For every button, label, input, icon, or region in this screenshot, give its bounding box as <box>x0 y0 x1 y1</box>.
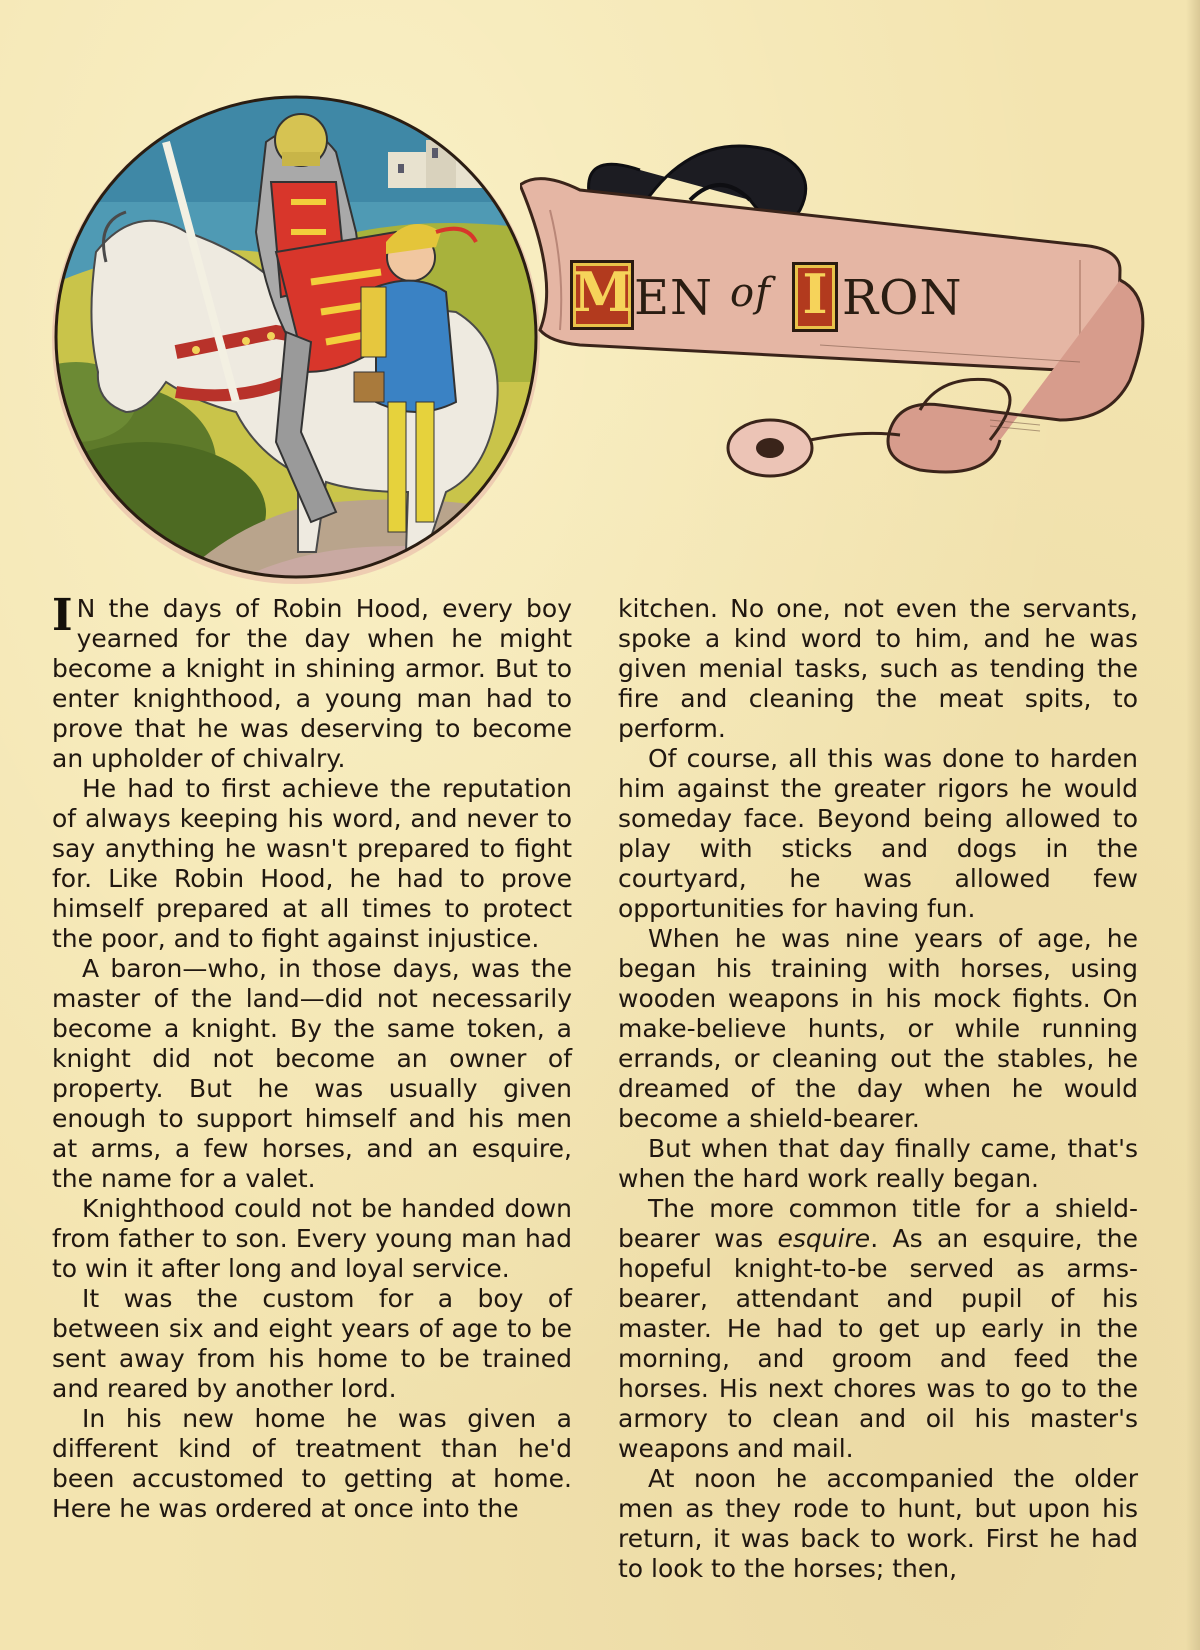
left-paragraph-6: In his new home he was given a different kind of treatment than he'd been accustomed to getting at home. Here he was ordered at once into the <box>52 1404 572 1523</box>
right-paragraph-4: But when that day finally came, that's when the hard work really began. <box>618 1134 1138 1193</box>
left-paragraph-1-text: N the days of Robin Hood, every boy yearned for the day when he might become a knight in shining armor. But to enter knighthood, a young man had to prove that he was deserving to become an upholder of chivalry. <box>52 594 572 773</box>
right-paragraph-3: When he was nine years of age, he began his training with horses, using wooden weapons in his mock fights. On make-believe hunts, or while running errands, or cleaning out the stables, he dreamed of the day when he would become a shield-bearer. <box>618 924 1138 1133</box>
title-scroll-banner <box>520 130 1150 530</box>
left-paragraph-1 <box>52 590 572 774</box>
right-paragraph-5-em: esquire <box>777 1224 871 1253</box>
right-paragraph-5-a: The more common title for a shield-bearer was <box>618 1194 1138 1253</box>
right-paragraph-1: kitchen. No one, not even the servants, spoke a kind word to him, and he was given menial tasks, such as tending the fire and cleaning the meat spits, to perform. <box>618 594 1138 743</box>
initial-capital: I <box>52 590 73 641</box>
right-paragraph-5 <box>618 1194 1138 1464</box>
left-paragraph-4: Knighthood could not be handed down from father to son. Every young man had to win it after long and loyal service. <box>52 1194 572 1283</box>
right-text-column <box>618 594 1138 1584</box>
right-paragraph-2: Of course, all this was done to harden him against the greater rigors he would someday face. Beyond being allowed to play with sticks and dogs in the courtyard, he was allowed few opportunities for having fun. <box>618 744 1138 923</box>
left-paragraph-5: It was the custom for a boy of between six and eight years of age to be sent away from his home to be trained and reared by another lord. <box>52 1284 572 1403</box>
title-word-men-rest: EN <box>634 270 714 326</box>
left-paragraph-2: He had to first achieve the reputation of always keeping his word, and never to say anything he wasn't prepared to fight for. Like Robin Hood, he had to prove himself prepared at all times to protect the poor, and to fight against injustice. <box>52 774 572 953</box>
title-capital-i: I <box>792 262 838 332</box>
title-capital-m: M <box>570 260 634 330</box>
left-paragraph-3: A baron—who, in those days, was the master of the land—did not necessarily become a knight. By the same token, a knight did not become an owner of property. But he was usually given enough to support himself and his men at arms, a few horses, and an esquire, the name for a valet. <box>52 954 572 1193</box>
left-text-column <box>52 590 572 1524</box>
title-word-iron-rest: RON <box>842 270 963 326</box>
knight-and-squire-illustration <box>36 82 556 602</box>
right-paragraph-6: At noon he accompanied the older men as they rode to hunt, but upon his return, it was back to work. First he had to look to the horses; then, <box>618 1464 1138 1583</box>
title-word-of: of <box>730 270 771 316</box>
right-paragraph-5-b: . As an esquire, the hopeful knight-to-be served as arms-bearer, attendant and pupil of his master. He had to get up early in the morning, and groom and feed the horses. His next chores was to go to the armory to clean and oil his master's weapons and mail. <box>618 1224 1138 1463</box>
